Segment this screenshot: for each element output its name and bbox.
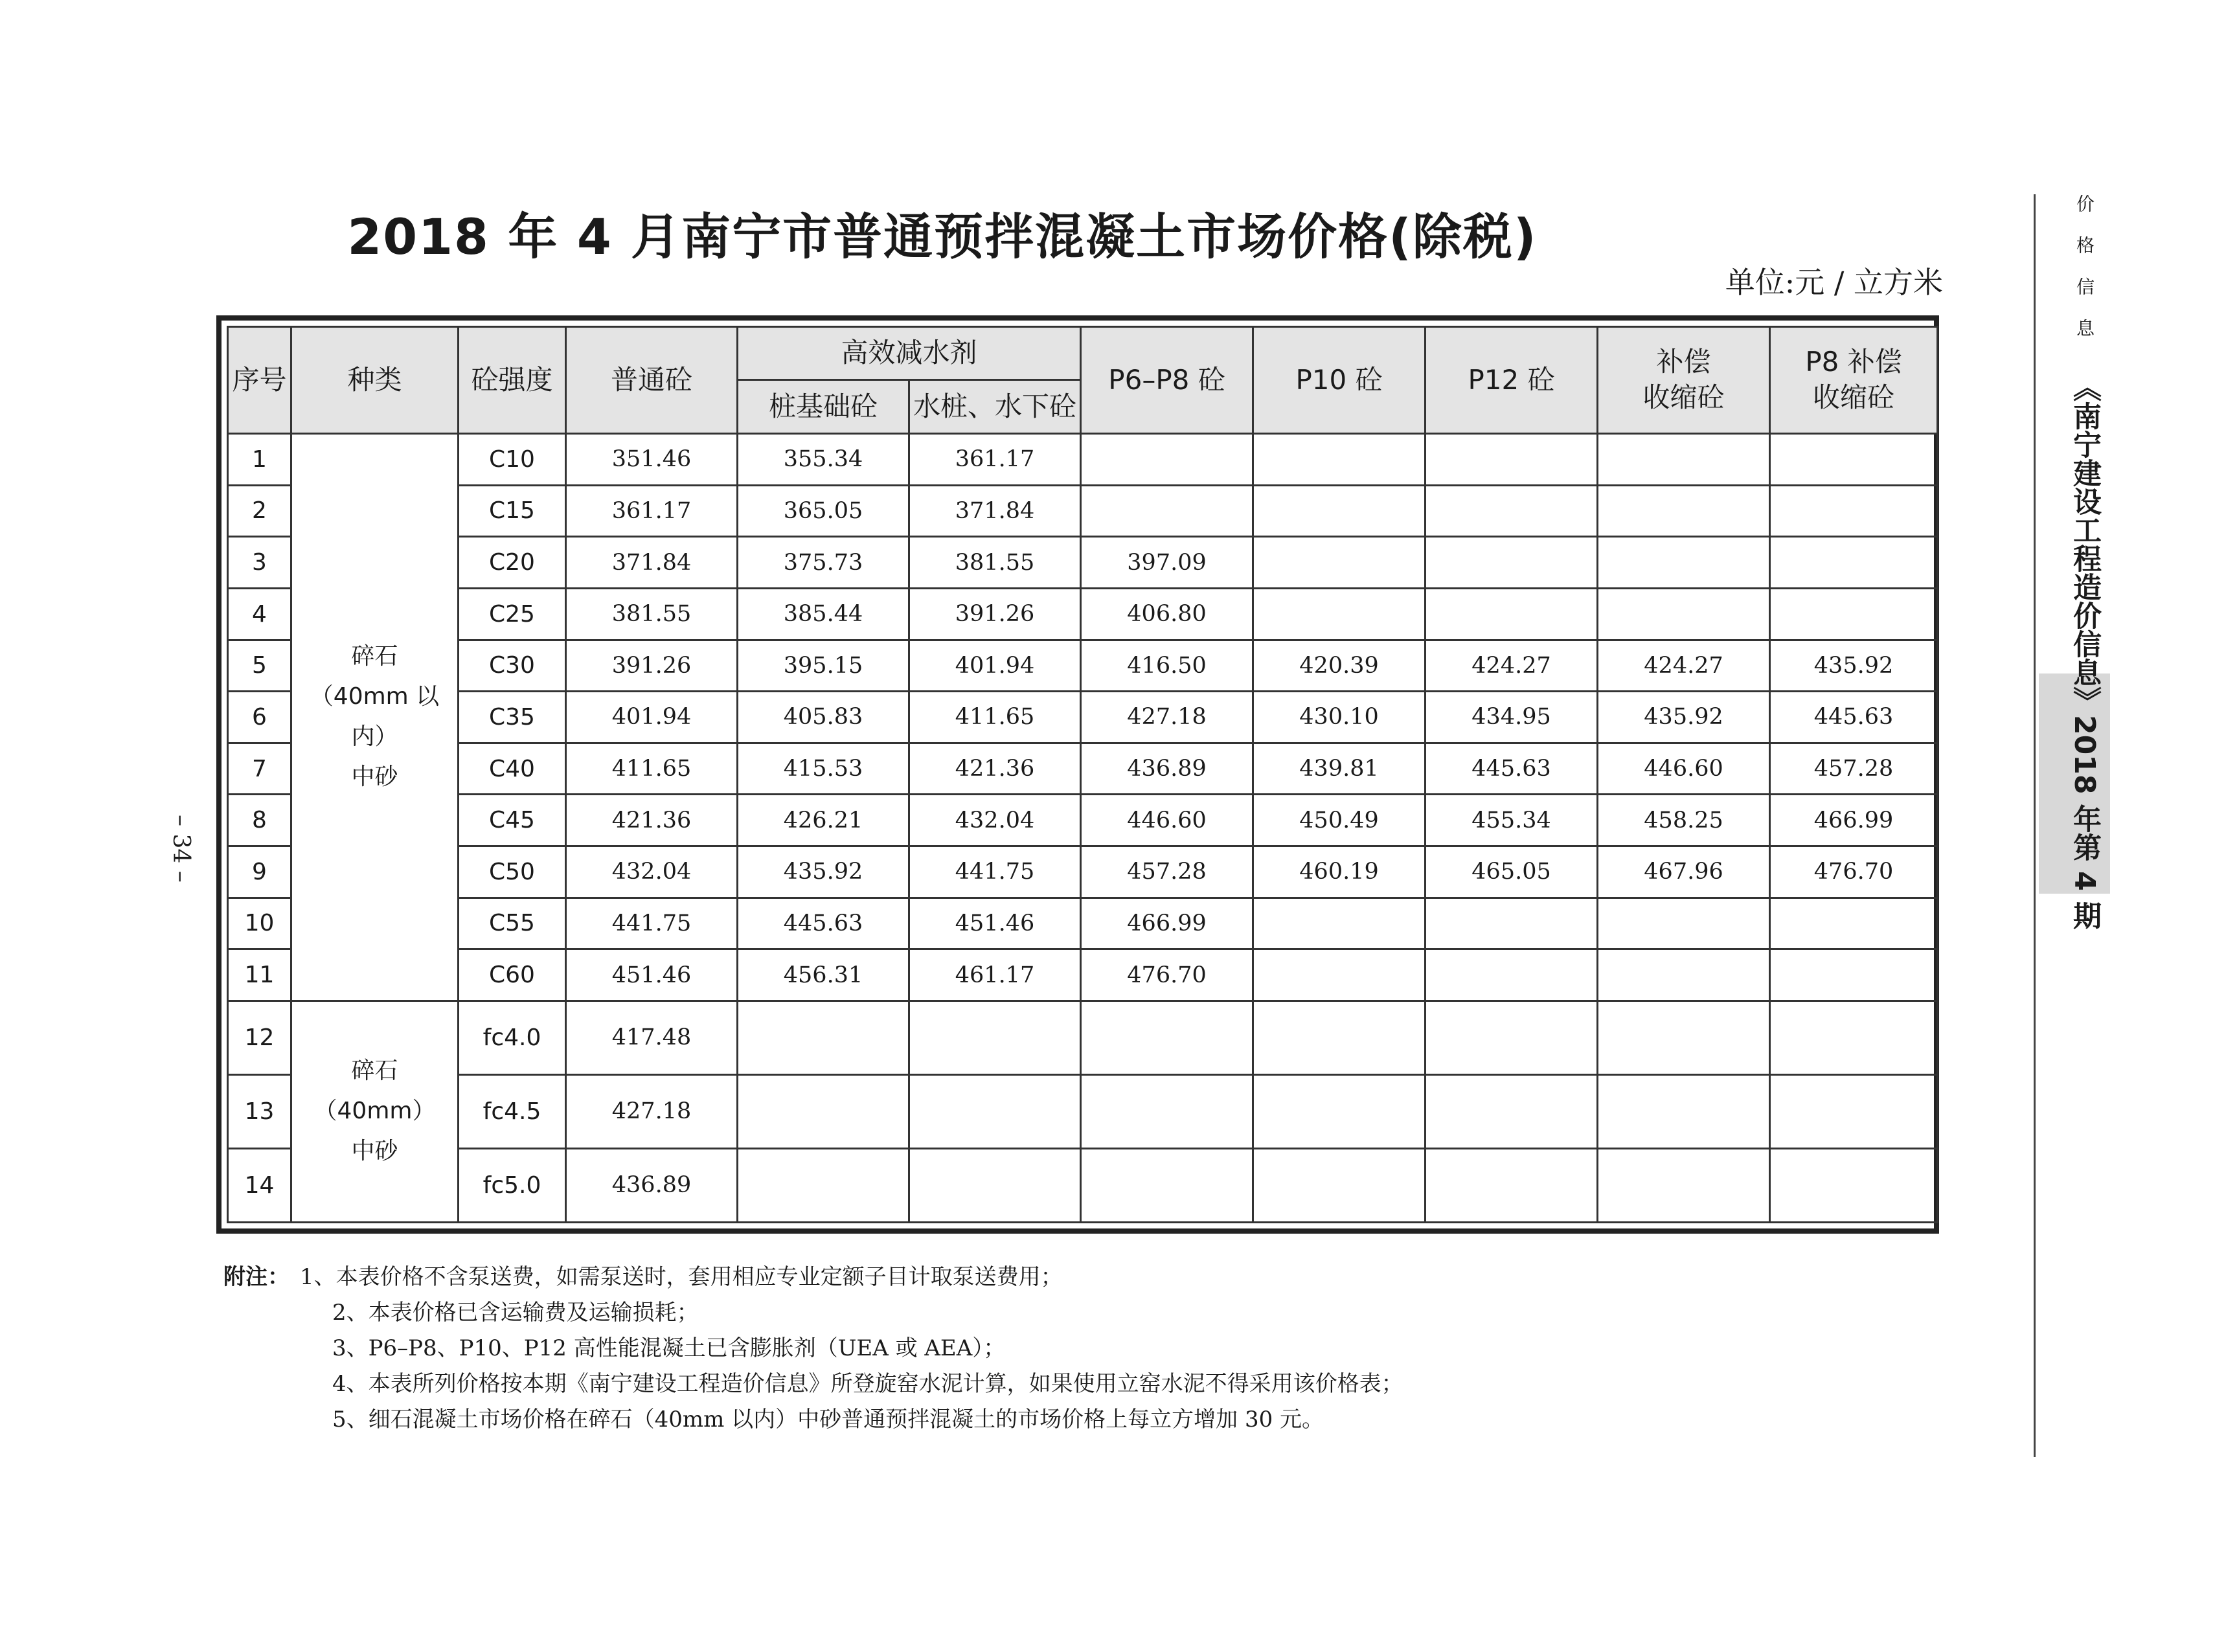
cell-pile: 435.92: [738, 846, 909, 898]
cell-grade: C40: [459, 743, 566, 795]
table-row: [228, 949, 1938, 1001]
table-row: [228, 692, 1938, 743]
header-compensating-line1: 补偿: [1656, 346, 1711, 378]
cell-grade: fc4.5: [459, 1074, 566, 1148]
cell-p12: [1425, 1148, 1598, 1222]
cell-underwater: 421.36: [909, 743, 1081, 795]
cell-grade: fc5.0: [459, 1148, 566, 1222]
cell-no: 13: [228, 1074, 291, 1148]
cell-p12: [1425, 898, 1598, 949]
cell-pile: 445.63: [738, 898, 909, 949]
cell-p6p8: 457.28: [1081, 846, 1253, 898]
cell-p6p8: 397.09: [1081, 537, 1253, 589]
cell-pile: 365.05: [738, 485, 909, 537]
cell-p10: [1253, 1148, 1425, 1222]
note-item: 4、本表所列价格按本期《南宁建设工程造价信息》所登旋窑水泥计算，如果使用立窑水泥不得采用该价格表；: [332, 1371, 1403, 1397]
group-crushed-stone-40mm: [291, 1001, 459, 1222]
cell-p6p8: 476.70: [1081, 949, 1253, 1001]
table-row: [228, 846, 1938, 898]
cell-no: 8: [228, 795, 291, 846]
cell-pile: 415.53: [738, 743, 909, 795]
note-item: 2、本表价格已含运输费及运输损耗；: [332, 1300, 699, 1326]
group-line: 碎石: [351, 643, 398, 670]
cell-p6p8: [1081, 434, 1253, 486]
cell-underwater: 391.26: [909, 588, 1081, 640]
header-superplasticizer: 高效减水剂: [738, 327, 1081, 380]
cell-no: 5: [228, 640, 291, 692]
cell-pile: 355.34: [738, 434, 909, 486]
cell-underwater: 441.75: [909, 846, 1081, 898]
cell-p12: [1425, 949, 1598, 1001]
header-row-1: [228, 327, 1938, 380]
cell-pile: 375.73: [738, 537, 909, 589]
table-row: [228, 1148, 1938, 1222]
note-item: 3、P6–P8、P10、P12 高性能混凝土已含膨胀剂（UEA 或 AEA）；: [332, 1335, 1006, 1361]
cell-p12: 445.63: [1425, 743, 1598, 795]
cell-p8-compensating: [1770, 485, 1938, 537]
cell-underwater: [909, 1001, 1081, 1074]
cell-underwater: [909, 1074, 1081, 1148]
side-publication: 《南宁建设工程造价信息》: [2068, 373, 2101, 715]
header-kind: 种类: [291, 327, 459, 434]
header-underwater: 水桩、水下砼: [909, 380, 1081, 434]
header-pile-foundation: 桩基础砼: [738, 380, 909, 434]
table-row: [228, 588, 1938, 640]
cell-no: 7: [228, 743, 291, 795]
cell-p8-compensating: [1770, 1001, 1938, 1074]
group-line: 中砂: [351, 764, 398, 791]
table-row: [228, 898, 1938, 949]
cell-p6p8: 406.80: [1081, 588, 1253, 640]
cell-pile: 405.83: [738, 692, 909, 743]
cell-normal: 361.17: [566, 485, 738, 537]
price-table-frame: [216, 315, 1939, 1234]
note-item: 5、细石混凝土市场价格在碎石（40mm 以内）中砂普通预拌混凝土的市场价格上每立方增加 30 元。: [332, 1407, 1324, 1432]
cell-compensating: [1598, 949, 1770, 1001]
cell-p8-compensating: [1770, 949, 1938, 1001]
cell-normal: 432.04: [566, 846, 738, 898]
cell-no: 10: [228, 898, 291, 949]
table-row: [228, 743, 1938, 795]
cell-pile: 395.15: [738, 640, 909, 692]
header-grade: 砼强度: [459, 327, 566, 434]
table-row: [228, 485, 1938, 537]
table-row: [228, 434, 1938, 486]
cell-no: 1: [228, 434, 291, 486]
cell-compensating: [1598, 434, 1770, 486]
cell-compensating: 424.27: [1598, 640, 1770, 692]
table-row: [228, 537, 1938, 589]
cell-p8-compensating: [1770, 588, 1938, 640]
cell-no: 14: [228, 1148, 291, 1222]
header-p8-compensating-line2: 收缩砼: [1813, 381, 1895, 413]
cell-p10: 420.39: [1253, 640, 1425, 692]
cell-grade: C25: [459, 588, 566, 640]
cell-p10: [1253, 1001, 1425, 1074]
cell-p10: [1253, 898, 1425, 949]
cell-compensating: [1598, 1148, 1770, 1222]
cell-compensating: [1598, 1001, 1770, 1074]
cell-p8-compensating: 476.70: [1770, 846, 1938, 898]
cell-normal: 451.46: [566, 949, 738, 1001]
cell-grade: C15: [459, 485, 566, 537]
cell-p12: 455.34: [1425, 795, 1598, 846]
cell-normal: 381.55: [566, 588, 738, 640]
header-p8-compensating-line1: P8 补偿: [1805, 346, 1902, 378]
cell-underwater: 381.55: [909, 537, 1081, 589]
cell-normal: 411.65: [566, 743, 738, 795]
cell-underwater: 461.17: [909, 949, 1081, 1001]
notes-list: [300, 1260, 1843, 1438]
cell-p8-compensating: 466.99: [1770, 795, 1938, 846]
cell-underwater: 371.84: [909, 485, 1081, 537]
cell-p6p8: 416.50: [1081, 640, 1253, 692]
header-p12: P12 砼: [1425, 327, 1598, 434]
cell-normal: 401.94: [566, 692, 738, 743]
cell-underwater: 401.94: [909, 640, 1081, 692]
cell-p12: 424.27: [1425, 640, 1598, 692]
cell-underwater: 451.46: [909, 898, 1081, 949]
cell-p8-compensating: [1770, 1074, 1938, 1148]
unit-label: 单位:元 / 立方米: [1725, 265, 1943, 300]
cell-p8-compensating: 457.28: [1770, 743, 1938, 795]
cell-p12: [1425, 1074, 1598, 1148]
cell-p8-compensating: [1770, 434, 1938, 486]
header-compensating-line2: 收缩砼: [1642, 381, 1725, 413]
cell-p12: [1425, 588, 1598, 640]
cell-normal: 391.26: [566, 640, 738, 692]
cell-grade: C35: [459, 692, 566, 743]
cell-grade: C45: [459, 795, 566, 846]
cell-p6p8: 436.89: [1081, 743, 1253, 795]
cell-p6p8: 427.18: [1081, 692, 1253, 743]
table-row: [228, 1001, 1938, 1074]
header-p10: P10 砼: [1253, 327, 1425, 434]
cell-p10: 450.49: [1253, 795, 1425, 846]
group-line: 中砂: [351, 1138, 398, 1165]
cell-grade: C30: [459, 640, 566, 692]
cell-normal: 441.75: [566, 898, 738, 949]
page-title: 2018 年 4 月南宁市普通预拌混凝土市场价格(除税): [347, 208, 1538, 266]
cell-no: 6: [228, 692, 291, 743]
cell-p6p8: [1081, 1074, 1253, 1148]
table-row: [228, 1074, 1938, 1148]
cell-pile: 456.31: [738, 949, 909, 1001]
note-item: 1、本表价格不含泵送费，如需泵送时，套用相应专业定额子目计取泵送费用；: [300, 1264, 1063, 1290]
cell-pile: [738, 1074, 909, 1148]
cell-compensating: [1598, 588, 1770, 640]
group-line: （40mm）: [313, 1098, 436, 1125]
cell-compensating: [1598, 537, 1770, 589]
side-divider-rule: [2034, 194, 2036, 1457]
cell-underwater: 432.04: [909, 795, 1081, 846]
side-issue: 2018 年第 4 期: [2068, 715, 2101, 930]
notes-label: 附注：: [223, 1264, 290, 1290]
cell-p10: [1253, 485, 1425, 537]
cell-compensating: 467.96: [1598, 846, 1770, 898]
cell-grade: C55: [459, 898, 566, 949]
cell-no: 9: [228, 846, 291, 898]
price-table-body: [228, 434, 1938, 1223]
group-crushed-stone-40mm-within: [291, 434, 459, 1001]
cell-p8-compensating: 445.63: [1770, 692, 1938, 743]
cell-compensating: 458.25: [1598, 795, 1770, 846]
side-header: [2040, 194, 2105, 930]
cell-no: 12: [228, 1001, 291, 1074]
cell-pile: [738, 1148, 909, 1222]
cell-no: 11: [228, 949, 291, 1001]
cell-normal: 351.46: [566, 434, 738, 486]
cell-p6p8: 466.99: [1081, 898, 1253, 949]
cell-p6p8: [1081, 1148, 1253, 1222]
cell-p8-compensating: [1770, 537, 1938, 589]
cell-p10: 460.19: [1253, 846, 1425, 898]
cell-p10: [1253, 537, 1425, 589]
cell-p6p8: [1081, 485, 1253, 537]
cell-p8-compensating: [1770, 898, 1938, 949]
cell-no: 3: [228, 537, 291, 589]
cell-p10: 430.10: [1253, 692, 1425, 743]
group-line: 碎石: [351, 1058, 398, 1085]
cell-grade: C10: [459, 434, 566, 486]
cell-pile: 385.44: [738, 588, 909, 640]
header-seq: 序号: [228, 327, 291, 434]
cell-p12: [1425, 485, 1598, 537]
header-p6p8: P6–P8 砼: [1081, 327, 1253, 434]
table-row: [228, 640, 1938, 692]
cell-underwater: 411.65: [909, 692, 1081, 743]
cell-p12: [1425, 1001, 1598, 1074]
cell-p10: [1253, 949, 1425, 1001]
cell-normal: 436.89: [566, 1148, 738, 1222]
header-p8-compensating: [1770, 327, 1938, 434]
cell-normal: 427.18: [566, 1074, 738, 1148]
cell-no: 2: [228, 485, 291, 537]
cell-p10: [1253, 1074, 1425, 1148]
side-category: 价格信息: [2074, 194, 2095, 360]
cell-grade: C60: [459, 949, 566, 1001]
cell-p12: 434.95: [1425, 692, 1598, 743]
cell-pile: [738, 1001, 909, 1074]
cell-compensating: 435.92: [1598, 692, 1770, 743]
cell-p6p8: 446.60: [1081, 795, 1253, 846]
table-row: [228, 795, 1938, 846]
cell-p6p8: [1081, 1001, 1253, 1074]
cell-normal: 417.48: [566, 1001, 738, 1074]
price-table: [227, 326, 1938, 1223]
header-normal: 普通砼: [566, 327, 738, 434]
cell-grade: C50: [459, 846, 566, 898]
cell-compensating: [1598, 485, 1770, 537]
cell-compensating: [1598, 1074, 1770, 1148]
cell-underwater: [909, 1148, 1081, 1222]
cell-normal: 421.36: [566, 795, 738, 846]
cell-p10: 439.81: [1253, 743, 1425, 795]
cell-underwater: 361.17: [909, 434, 1081, 486]
cell-p8-compensating: 435.92: [1770, 640, 1938, 692]
page-number: – 34 –: [168, 814, 194, 883]
cell-normal: 371.84: [566, 537, 738, 589]
cell-grade: C20: [459, 537, 566, 589]
group-line: （40mm 以内）: [310, 683, 440, 751]
cell-p8-compensating: [1770, 1148, 1938, 1222]
notes-section: [223, 1260, 1843, 1438]
cell-grade: fc4.0: [459, 1001, 566, 1074]
header-compensating: [1598, 327, 1770, 434]
cell-p10: [1253, 434, 1425, 486]
cell-p12: [1425, 537, 1598, 589]
cell-p10: [1253, 588, 1425, 640]
cell-compensating: 446.60: [1598, 743, 1770, 795]
cell-p12: [1425, 434, 1598, 486]
cell-compensating: [1598, 898, 1770, 949]
cell-p12: 465.05: [1425, 846, 1598, 898]
cell-pile: 426.21: [738, 795, 909, 846]
cell-no: 4: [228, 588, 291, 640]
